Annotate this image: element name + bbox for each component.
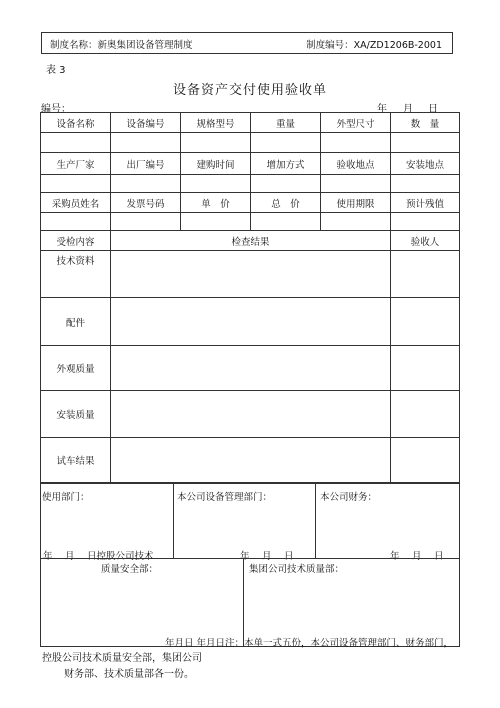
equip-dept-cell[interactable] (174, 484, 316, 562)
group-tech-cell[interactable] (244, 559, 460, 647)
inspector-cell[interactable] (391, 251, 460, 298)
signature-block-1 (40, 483, 460, 562)
item-installation: 安装质量 (41, 391, 111, 438)
label-equipment-name: 设备名称 (41, 113, 111, 133)
date-year: 年 (377, 104, 387, 115)
inspector-cell[interactable] (391, 298, 460, 346)
col-inspection-item: 受检内容 (41, 231, 111, 251)
regulation-name: 制度名称：新奥集团设备管理制度 (50, 40, 193, 51)
date-day: 日 (428, 104, 438, 115)
label-buyer-name: 采购员姓名 (41, 193, 111, 213)
use-dept-label: 使用部门： (42, 492, 90, 503)
label-service-life: 使用期限 (321, 193, 391, 213)
label-weight: 重量 (251, 113, 321, 133)
finance-date: 年 月 日 (390, 551, 444, 562)
note-line-2: 财务部、技术质量部各一份。 (64, 669, 194, 680)
label-spec-model: 规格型号 (181, 113, 251, 133)
value-cell[interactable] (251, 133, 321, 153)
signature-block-2 (40, 558, 460, 647)
result-cell[interactable] (111, 346, 391, 391)
label-acceptance-location: 验收地点 (321, 153, 391, 175)
value-cell[interactable] (111, 175, 181, 193)
number-label: 编号： (41, 104, 71, 115)
date-month: 月 (403, 104, 413, 115)
bottom-note-line: 年月日 年月日注：本单一式五份，本公司设备管理部门、财务部门， (165, 638, 454, 649)
value-cell[interactable] (41, 175, 111, 193)
equip-dept-date: 年 月 日 (240, 551, 294, 562)
regulation-number: 制度编号：XA/ZD1206B-2001 (306, 40, 442, 51)
value-cell[interactable] (321, 133, 391, 153)
label-install-location: 安装地点 (391, 153, 460, 175)
use-dept-date: 年 月 日控股公司技术 (43, 551, 154, 562)
value-cell[interactable] (111, 213, 181, 231)
inspector-cell[interactable] (391, 391, 460, 438)
value-cell[interactable] (391, 213, 460, 231)
acceptance-table (40, 112, 460, 483)
equip-dept-label: 本公司设备管理部门： (177, 492, 273, 503)
finance-cell[interactable] (316, 484, 460, 562)
value-cell[interactable] (181, 175, 251, 193)
value-cell[interactable] (181, 213, 251, 231)
value-cell[interactable] (181, 133, 251, 153)
table-label: 表 3 (46, 65, 66, 76)
label-purchase-time: 建购时间 (181, 153, 251, 175)
item-accessories: 配件 (41, 298, 111, 346)
label-serial-number: 出厂编号 (111, 153, 181, 175)
label-total-price: 总 价 (251, 193, 321, 213)
use-dept-cell[interactable] (41, 484, 174, 562)
page-title: 设备资产交付使用验收单 (172, 83, 327, 98)
header-box (41, 32, 453, 54)
finance-label: 本公司财务： (320, 492, 378, 503)
label-quantity: 数 量 (391, 113, 460, 133)
result-cell[interactable] (111, 298, 391, 346)
item-trial-run: 试车结果 (41, 438, 111, 483)
col-inspector: 验收人 (391, 231, 460, 251)
note-line-1: 控股公司技术质量安全部，集团公司 (42, 653, 202, 664)
result-cell[interactable] (111, 391, 391, 438)
value-cell[interactable] (41, 213, 111, 231)
item-tech-docs: 技术资料 (41, 251, 111, 298)
group-tech-label: 集团公司技术质量部： (249, 564, 345, 575)
item-appearance: 外观质量 (41, 346, 111, 391)
label-dimensions: 外型尺寸 (321, 113, 391, 133)
label-unit-price: 单 价 (181, 193, 251, 213)
quality-dept-label: 质量安全部： (101, 564, 159, 575)
value-cell[interactable] (111, 133, 181, 153)
value-cell[interactable] (391, 133, 460, 153)
inspector-cell[interactable] (391, 438, 460, 483)
value-cell[interactable] (41, 133, 111, 153)
value-cell[interactable] (251, 213, 321, 231)
label-equipment-number: 设备编号 (111, 113, 181, 133)
result-cell[interactable] (111, 251, 391, 298)
inspector-cell[interactable] (391, 346, 460, 391)
label-manufacturer: 生产厂家 (41, 153, 111, 175)
col-inspection-result: 检查结果 (111, 231, 391, 251)
label-residual-value: 预计残值 (391, 193, 460, 213)
value-cell[interactable] (321, 213, 391, 231)
label-add-method: 增加方式 (251, 153, 321, 175)
value-cell[interactable] (251, 175, 321, 193)
value-cell[interactable] (321, 175, 391, 193)
value-cell[interactable] (391, 175, 460, 193)
result-cell[interactable] (111, 438, 391, 483)
label-invoice-number: 发票号码 (111, 193, 181, 213)
